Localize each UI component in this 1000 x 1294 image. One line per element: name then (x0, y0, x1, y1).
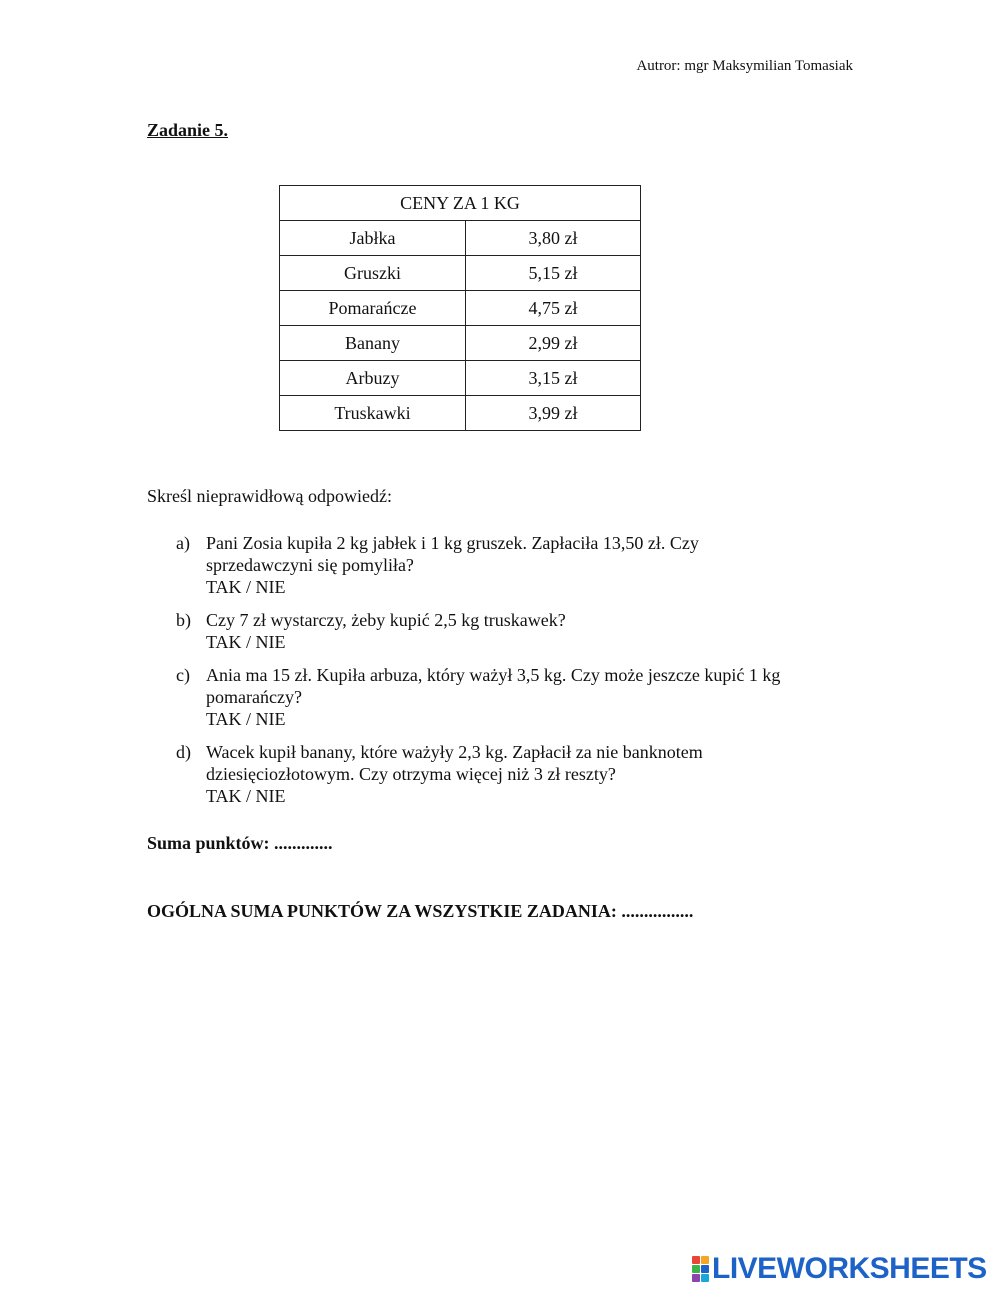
fruit-name: Banany (280, 326, 466, 361)
fruit-name: Jabłka (280, 221, 466, 256)
task-title: Zadanie 5. (147, 120, 229, 140)
fruit-name: Truskawki (280, 396, 466, 431)
table-row (280, 326, 641, 361)
question-text-cont: dziesięciozłotowym. Czy otrzyma więcej niż 3 zł reszty? (206, 764, 616, 784)
table-row (280, 361, 641, 396)
question-text: Pani Zosia kupiła 2 kg jabłek i 1 kg gruszek. Zapłaciła 13,50 zł. Czy (206, 533, 699, 553)
question-letter: d) (176, 742, 191, 762)
question-a (176, 532, 856, 598)
question-d (176, 741, 856, 807)
table-title: CENY ZA 1 KG (280, 186, 641, 221)
question-text: Wacek kupił banany, które ważyły 2,3 kg. Zapłacił za nie banknotem (206, 742, 703, 762)
fruit-name: Arbuzy (280, 361, 466, 396)
total-points: OGÓLNA SUMA PUNKTÓW ZA WSZYSTKIE ZADANIA: ................ (147, 901, 694, 921)
table-row (280, 291, 641, 326)
price-table (279, 185, 641, 431)
question-letter: a) (176, 533, 190, 553)
liveworksheets-logo (692, 1254, 987, 1284)
question-text: Czy 7 zł wystarczy, żeby kupić 2,5 kg truskawek? (206, 610, 566, 630)
question-c (176, 664, 856, 730)
question-text-cont: pomarańczy? (206, 687, 302, 707)
logo-text: LIVEWORKSHEETS (712, 1252, 987, 1285)
table-row (280, 396, 641, 431)
question-text-cont: sprzedawczyni się pomyliła? (206, 555, 414, 575)
answer-choice[interactable]: TAK / NIE (206, 632, 286, 652)
fruit-name: Gruszki (280, 256, 466, 291)
answer-choice[interactable]: TAK / NIE (206, 577, 286, 597)
table-header-row (280, 186, 641, 221)
fruit-name: Pomarańcze (280, 291, 466, 326)
question-list (176, 532, 856, 818)
fruit-price: 3,80 zł (466, 221, 641, 256)
logo-blocks-icon (692, 1256, 709, 1282)
table-row (280, 256, 641, 291)
answer-choice[interactable]: TAK / NIE (206, 786, 286, 806)
fruit-price: 4,75 zł (466, 291, 641, 326)
question-letter: b) (176, 610, 191, 630)
fruit-price: 2,99 zł (466, 326, 641, 361)
fruit-price: 5,15 zł (466, 256, 641, 291)
question-letter: c) (176, 665, 190, 685)
instruction-text: Skreśl nieprawidłową odpowiedź: (147, 486, 392, 506)
question-b (176, 609, 856, 653)
fruit-price: 3,15 zł (466, 361, 641, 396)
author-line: Autror: mgr Maksymilian Tomasiak (636, 58, 853, 74)
sum-points: Suma punktów: ............. (147, 833, 333, 853)
table-row (280, 221, 641, 256)
fruit-price: 3,99 zł (466, 396, 641, 431)
answer-choice[interactable]: TAK / NIE (206, 709, 286, 729)
question-text: Ania ma 15 zł. Kupiła arbuza, który ważył 3,5 kg. Czy może jeszcze kupić 1 kg (206, 665, 781, 685)
